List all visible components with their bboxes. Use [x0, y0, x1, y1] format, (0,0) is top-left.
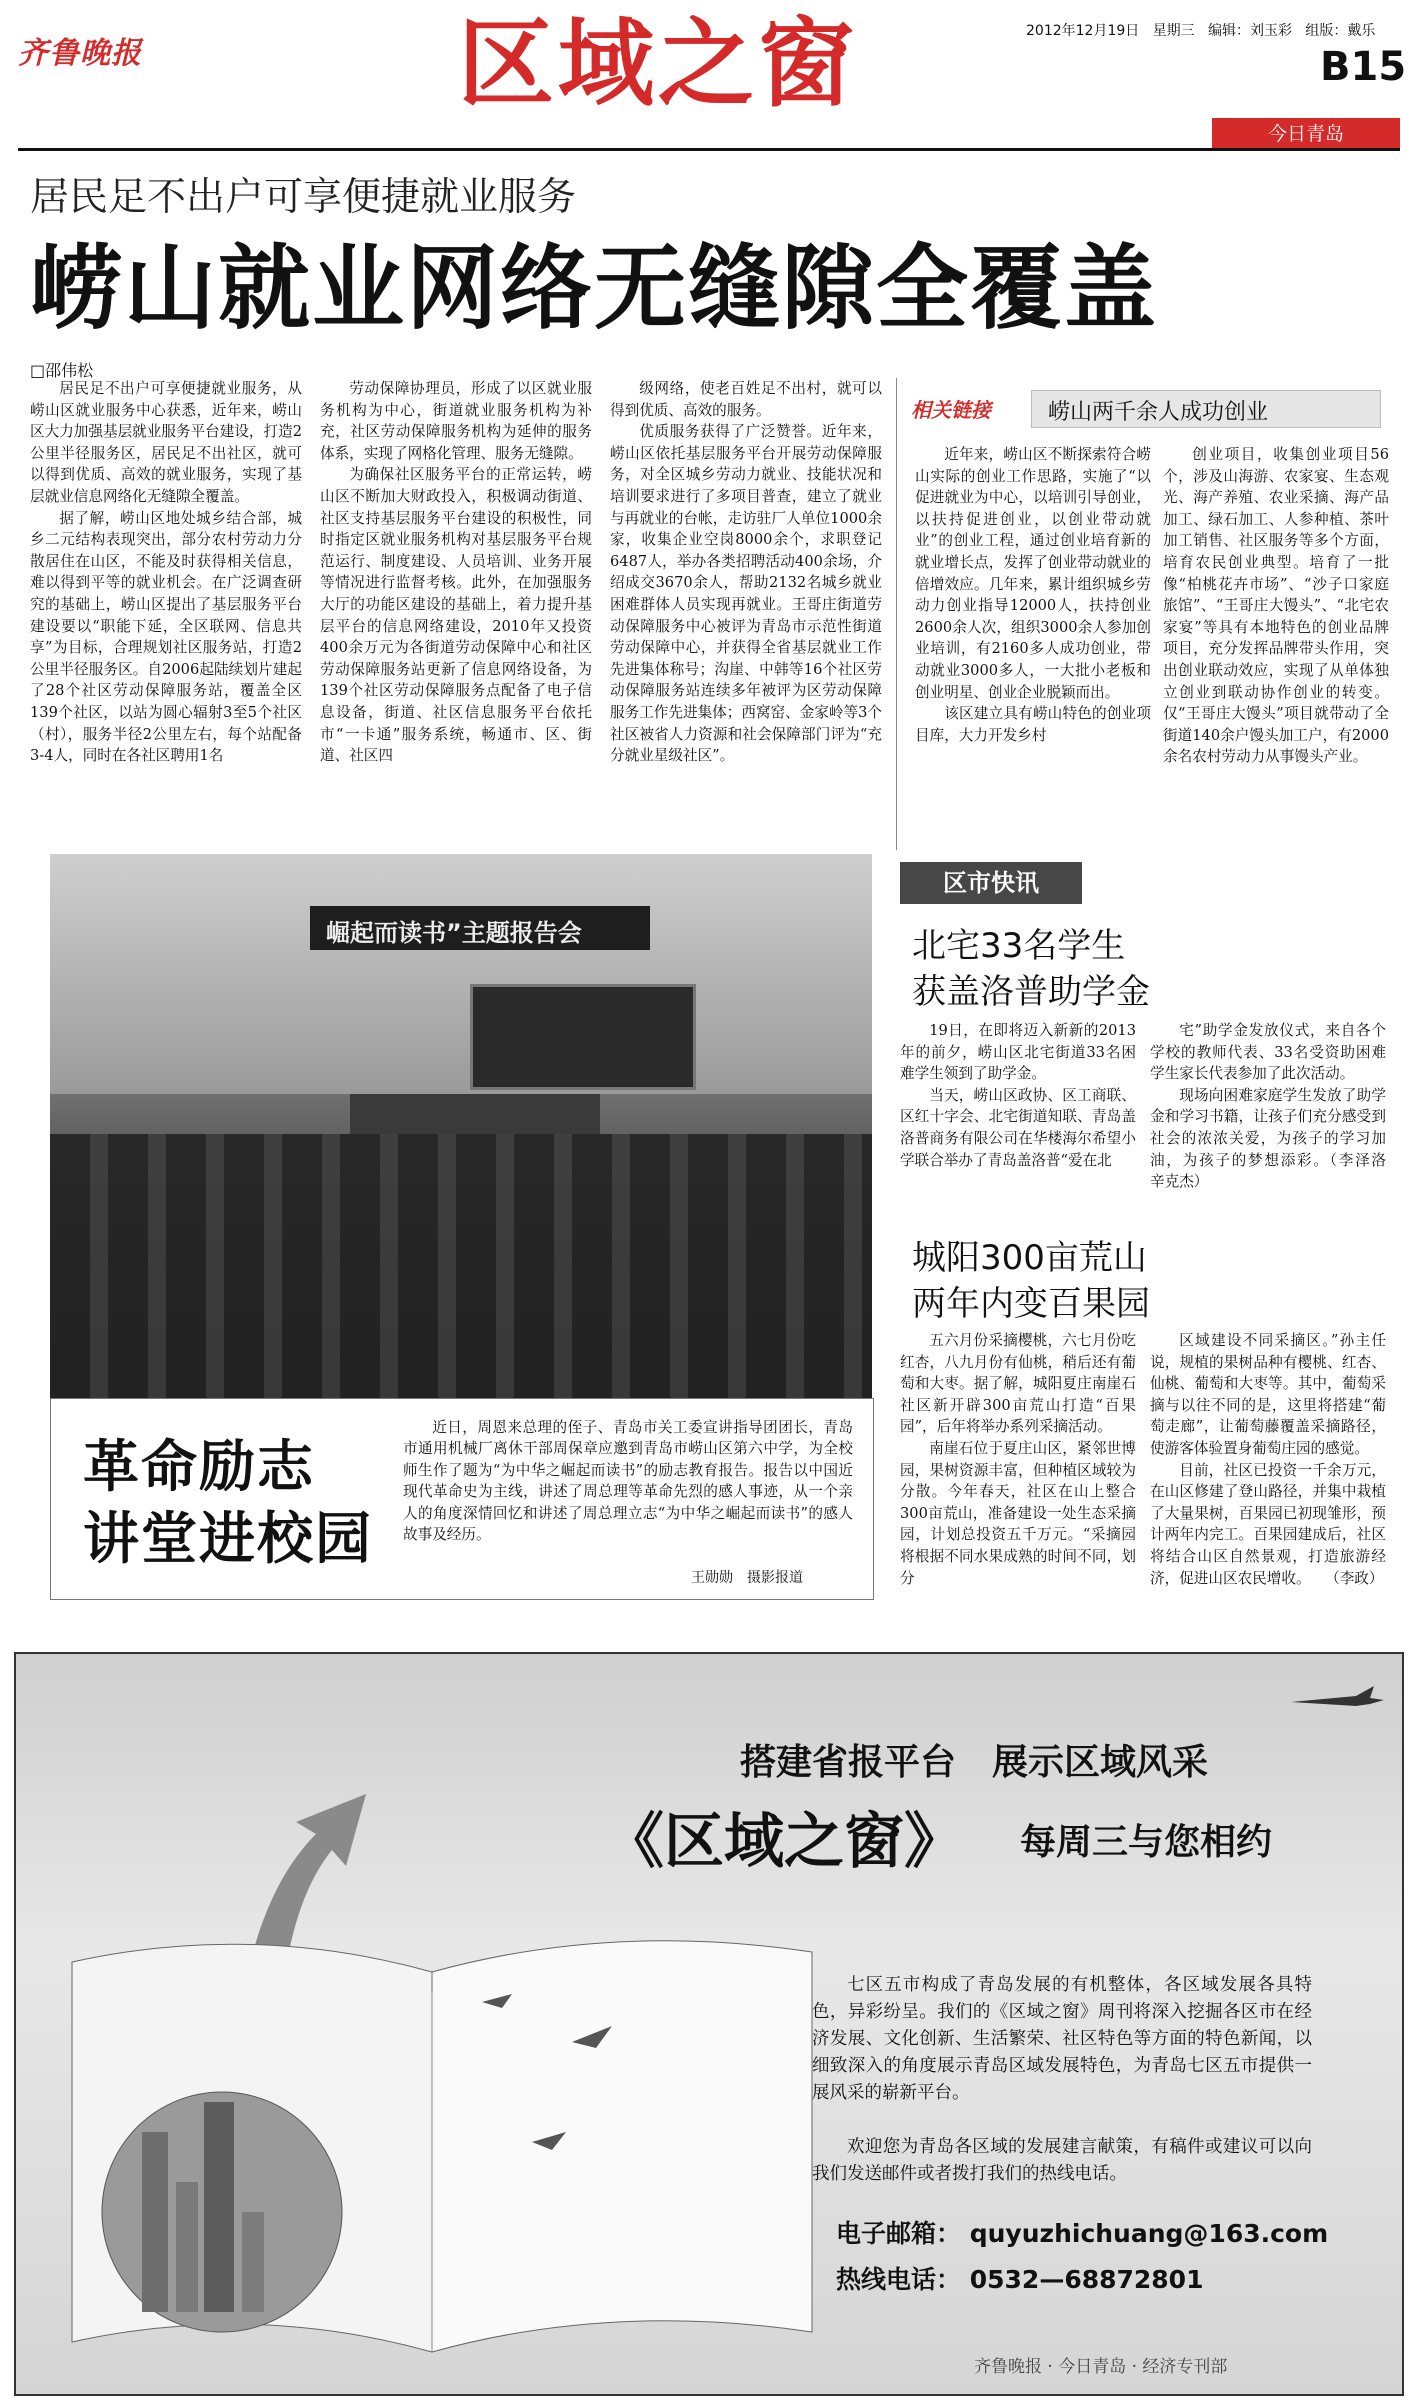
news1-col-2 [1150, 1020, 1401, 1225]
lead-col-3 [610, 378, 882, 838]
news2-col-1 [900, 1330, 1136, 1592]
paragraph: 创业项目，收集创业项目56个，涉及山海游、农家宴、生态观光、海产养殖、农业采摘、海产品加工、绿石加工、人参种植、茶叶加工销售、社区服务等多个方面，培育农民创业典型。培育了一批像“柏桃花卉市场”、“沙子口家庭旅馆”、“王哥庄大馒头”、“北宅农家宴”等具有本地特色的创业品牌项目，充分发挥品牌带头作用，突出创业联动效应，实现了从单体独立创业到联动协作创业的转变。仅“王哥庄大馒头”项目就带动了全街道140余户馒头加工户，有2000余名农村劳动力从事馒头产业。 [1163, 446, 1389, 766]
editor: 编辑：刘玉彩 [1207, 23, 1292, 39]
news1-col-1 [900, 1020, 1136, 1225]
podium [350, 1094, 600, 1134]
page-code: B15 [1320, 44, 1407, 90]
sidebar-box [896, 378, 1399, 850]
news2-col-2 [1150, 1330, 1386, 1592]
paper-logo: 齐鲁晚报 [18, 36, 142, 71]
paragraph: 劳动保障协理员，形成了以区就业服务机构为中心，街道就业服务机构为补充，社区劳动保障服务机构为延伸的服务体系，实现了网格化管理、服务无缝隙。 [320, 380, 592, 462]
issue-weekday: 星期三 [1152, 23, 1195, 39]
paragraph: 五六月份采摘樱桃，六七月份吃红杏，八九月份有仙桃，稍后还有葡萄和大枣。据了解，城阳夏庄南崖石社区新开辟300亩荒山打造“百果园”，后年将举办系列采摘活动。 [900, 1332, 1136, 1436]
paragraph: 宅”助学金发放仪式，来自各个学校的教师代表、33名受资助困难学生家长代表参加了此次活动。 [1150, 1022, 1386, 1083]
lead-byline: □邵伟松 [30, 361, 94, 380]
email-link[interactable]: quyuzhichuang@163.com [969, 2219, 1329, 2248]
photo-caption-box [50, 1398, 874, 1600]
paragraph: 为确保社区服务平台的正常运转，崂山区不断加大财政投入，积极调动街道、社区支持基层服务平台建设的积极性，同时指定区就业服务机构对基层服务平台规范运行、制度建设、人员培训、业务开展等情况进行监督考核。此外，在加强服务大厅的功能区建设的基础上，着力提升基层平台的信息网络建设，2010年又投资400余万元为各街道劳动保障中心和社区劳动保障服务站更新了信息网络设备，为139个社区劳动保障服务点配备了电子信息设备，街道、社区信息服务平台依托市“一卡通”服务系统，畅通市、区、街道、社区四 [320, 466, 592, 765]
ad-footer: 齐鲁晚报 · 今日青岛 · 经济专刊部 [974, 2357, 1228, 2377]
paragraph: 目前，社区已投资一千余万元，在山区修建了登山路径，并集中栽植了大量果树，百果园已初现雏形，预计两年内完工。百果园建成后，社区将结合山区自然景观，打造旅游经济，促进山区农民增收。 （李政） [1150, 1461, 1386, 1587]
ad-slogan: 搭建省报平台 展示区域风采 [740, 1742, 1209, 1783]
photo-headline-1: 革命励志 [83, 1435, 315, 1500]
layout-editor: 组版：戴乐 [1305, 23, 1376, 39]
sidebar-col-2 [1163, 444, 1389, 844]
photo-credit: 王勋勋 摄影报道 [691, 1570, 803, 1586]
back-wall [50, 854, 872, 1094]
issue-meta [1026, 20, 1375, 40]
open-book-illustration [52, 1882, 832, 2382]
paragraph: 区域建设不同采摘区。”孙主任说，规植的果树品种有樱桃、红杏、仙桃、葡萄和大枣等。其中，葡萄采摘与以往不同的是，这里将搭建“葡萄走廊”，让葡萄藤覆盖采摘路径，使游客体验置身葡萄庄园的感觉。 [1150, 1332, 1386, 1457]
phone-label: 热线电话： [836, 2265, 962, 2294]
paragraph: 级网络，使老百姓足不出村，就可以得到优质、高效的服务。 [610, 380, 882, 419]
paragraph: 优质服务获得了广泛赞誉。近年来，崂山区依托基层服务平台开展劳动保障服务，对全区城乡劳动力就业、技能状况和培训要求进行了多项目普查，建立了就业与再就业的台帐，走访驻厂人单位1000余家，收集企业空岗8000余个，求职登记6487人，举办各类招聘活动400余场，介绍成交3670余人，帮助2132名城乡就业困难群体人员实现再就业。王哥庄街道劳动保障服务中心被评为青岛市示范性街道劳动保障中心，并获得全省基层就业工作先进集体称号；沟崖、中韩等16个社区劳动保障服务站连续多年被评为区劳动保障服务工作先进集体；西窝窑、金家岭等3个社区被省人力资源和社会保障部门评为“充分就业星级社区”。 [610, 423, 882, 765]
ad-body-2: 欢迎您为青岛各区域的发展建言献策，有稿件或建议可以向我们发送邮件或者拨打我们的热线电话。 [812, 2137, 1312, 2184]
email-label: 电子邮箱： [836, 2219, 962, 2248]
photo-caption [403, 1417, 853, 1557]
lecture-photo [50, 854, 872, 1398]
edition-tag [1212, 118, 1400, 150]
link-tag: 相关链接 [911, 398, 991, 422]
paragraph: 近年来，崂山区不断探索符合崂山实际的创业工作思路，实施了“以促进就业为中心，以培训引导创业，以扶持促进创业，以创业带动就业”的创业工程，通过创业培育新的就业增长点，发挥了创业带动就业的倍增效应。几年来，累计组织城乡劳动力创业指导12000人，扶持创业2600余人次，组织3000余人参加创业培训，有2160多人成功创业，带动就业3000多人，一大批小老板和创业明星、创业企业脱颖而出。 [915, 446, 1151, 701]
led-banner [310, 906, 650, 950]
masthead-rule [18, 148, 1400, 151]
briefs-tag-label: 区市快讯 [943, 869, 1039, 897]
ad-body-1: 七区五市构成了青岛发展的有机整体，各区域发展各具特色，异彩纷呈。我们的《区域之窗》周刊将深入挖掘各区市在经济发展、文化创新、生活繁荣、社区特色等方面的特色新闻，以细致深入的角度展示青岛区域发展特色，为青岛七区五市提供一展风采的崭新平台。 [812, 1975, 1312, 2103]
paragraph: 居民足不出户可享便捷就业服务，从崂山区就业服务中心获悉，近年来，崂山区大力加强基层就业服务平台建设，打造2公里半径服务区，居民足不出社区，就可以得到优质、高效的就业服务，实现了基层就业信息网络化无缝隙全覆盖。 [30, 380, 302, 505]
issue-date: 2012年12月19日 [1026, 23, 1140, 39]
phone-number[interactable]: 0532—68872801 [969, 2265, 1204, 2294]
news2-title-2: 两年内变百果园 [912, 1284, 1150, 1324]
paragraph: 19日，在即将迈入新新的2013年的前夕，崂山区北宅街道33名困难学生领到了助学金。 [900, 1022, 1136, 1083]
paragraph: 南崖石位于夏庄山区，紧邻世博园，果树资源丰富，但种植区域较为分散。今年春天，社区在山上整合300亩荒山，准备建设一处生态采摘园，计划总投资五千万元。“采摘园将根据不同水果成熟的时间不同，划分 [900, 1439, 1136, 1587]
briefs-tag [900, 862, 1082, 904]
sidebar-col-1 [915, 444, 1151, 844]
lead-kicker: 居民足不出户可享便捷就业服务 [30, 175, 577, 220]
news1-title-1: 北宅33名学生 [912, 926, 1126, 966]
lead-col-1 [30, 378, 302, 838]
ad-title: 《区域之窗》 [604, 1807, 964, 1877]
ad-email-row [836, 2214, 1328, 2250]
audience [50, 1134, 872, 1398]
ad-subtitle: 每周三与您相约 [1020, 1822, 1273, 1863]
banner-text: 崛起而读书”主题报告会 [326, 919, 582, 947]
paragraph: 近日，周恩来总理的侄子、青岛市关工委宣讲指导团团长，青岛市通用机械厂离休干部周保章应邀到青岛市崂山区第六中学，为全校师生作了题为“为中华之崛起而读书”的励志教育报告。报告以中国近现代革命史为主线，讲述了周总理等革命先烈的感人事迹，从一个亲人的角度深情回忆和讲述了周总理立志“为中华之崛起而读书”的感人故事及经历。 [403, 1419, 853, 1544]
paragraph: 据了解，崂山区地处城乡结合部，城乡二元结构表现突出，部分农村劳动力分散居住在山区，不能及时获得相关信息，难以得到平等的就业机会。在广泛调查研究的基础上，崂山区提出了基层服务平台建设要以“职能下延，全区联网、信息共享”为目标，合理规划社区服务站，打造2公里半径服务区。自2006起陆续划片建起了28个社区劳动保障服务站，覆盖全区139个社区，以站为圆心辐射3至5个社区（村），服务半径2公里左右，每个站配备3-4人，同时在各社区聘用1名 [30, 509, 302, 765]
news1-title-2: 获盖洛普助学金 [912, 972, 1150, 1012]
edition-tag-label: 今日青岛 [1267, 123, 1344, 145]
blackboard [470, 984, 696, 1090]
photo-headline-2: 讲堂进校园 [83, 1507, 373, 1572]
airplane-icon [1286, 1680, 1386, 1720]
ad-phone-row [836, 2260, 1203, 2296]
lead-col-2 [320, 378, 592, 838]
sidebar-title-bar [1031, 390, 1381, 428]
sidebar-title: 崂山两千余人成功创业 [1048, 400, 1269, 425]
paragraph: 现场向困难家庭学生发放了助学金和学习书籍，让孩子们充分感受到社会的浓浓关爱，为孩子的学习加油，为孩子的梦想添彩。（李泽洛 辛克杰） [1150, 1086, 1401, 1191]
ad-panel [14, 1652, 1404, 2396]
news2-title-1: 城阳300亩荒山 [912, 1238, 1147, 1278]
paragraph: 该区建立具有崂山特色的创业项目库，大力开发乡村 [915, 705, 1151, 744]
paragraph: 当天，崂山区政协、区工商联、区红十字会、北宅街道知联、青岛盖洛普商务有限公司在华楼海尔希望小学联合举办了青岛盖洛普“爱在北 [900, 1086, 1136, 1169]
section-title: 区域之窗 [458, 8, 858, 120]
lead-headline: 崂山就业网络无缝隙全覆盖 [30, 235, 1159, 342]
